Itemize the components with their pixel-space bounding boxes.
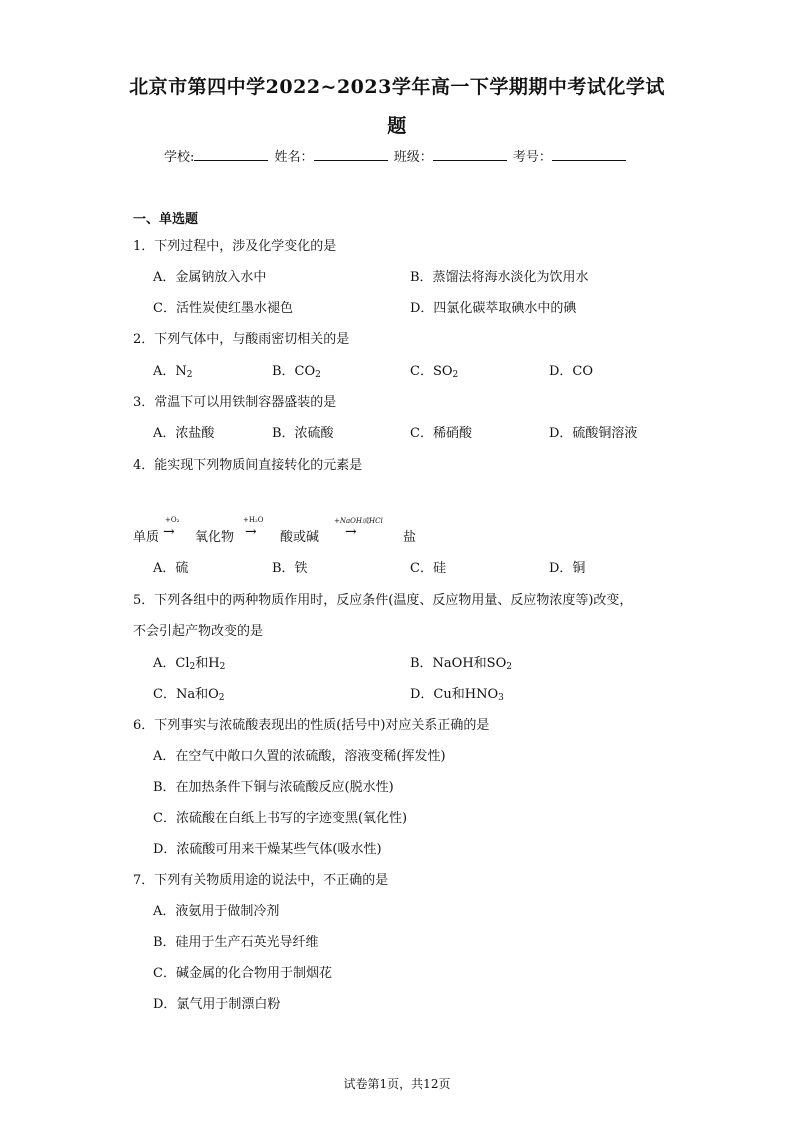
question-6-stem: 6．下列事实与浓硫酸表现出的性质(括号中)对应关系正确的是 [133, 718, 490, 733]
q7-option-b[interactable]: B．硅用于生产石英光导纤维 [153, 935, 319, 950]
scheme-condition-1: +O₂ [165, 516, 180, 524]
q1-option-a[interactable]: A．金属钠放入水中 [153, 270, 267, 285]
q7-option-c[interactable]: C．碱金属的化合物用于制烟花 [153, 966, 332, 981]
q6-option-b[interactable]: B．在加热条件下铜与浓硫酸反应(脱水性) [153, 780, 394, 795]
q7-option-a[interactable]: A．液氨用于做制冷剂 [153, 904, 280, 919]
q1-option-b[interactable]: B．蒸馏法将海水淡化为饮用水 [410, 270, 589, 285]
q3-option-a[interactable]: A．浓盐酸 [153, 426, 215, 441]
school-field[interactable] [194, 148, 268, 161]
class-field[interactable] [433, 148, 507, 161]
q4-option-a[interactable]: A．硫 [153, 561, 189, 576]
q1-option-c[interactable]: C．活性炭使红墨水褪色 [153, 301, 293, 316]
exam-title-line1: 北京市第四中学2022~2023学年高一下学期期中考试化学试 [129, 76, 665, 98]
q5-option-a[interactable]: A．$Cl_2$和$H_2$ [153, 656, 226, 672]
question-2-stem: 2．下列气体中，与酸雨密切相关的是 [133, 332, 350, 347]
question-5-stem-line1: 5．下列各组中的两种物质作用时，反应条件(温度、反应物用量、反应物浓度等)改变， [133, 593, 633, 608]
class-label: 班级： [393, 150, 433, 165]
conversion-scheme [133, 516, 533, 546]
exam-title-line2: 题 [387, 115, 407, 137]
q1-option-d[interactable]: D．四氯化碳萃取碘水中的碘 [410, 301, 577, 316]
scheme-arrow-icon: → [163, 524, 175, 540]
q5-option-b[interactable]: B．NaOH和$SO_2$ [410, 656, 512, 672]
page-footer: 试卷第1页，共12页 [343, 1077, 451, 1091]
q3-option-d[interactable]: D．硫酸铜溶液 [549, 426, 638, 441]
q5-option-d[interactable]: D．Cu和$HNO_3$ [410, 687, 504, 703]
name-label: 姓名： [274, 150, 314, 165]
q2-option-b[interactable]: B．$CO_2$ [272, 364, 321, 380]
q3-option-b[interactable]: B．浓硫酸 [272, 426, 334, 441]
q4-option-d[interactable]: D．铜 [549, 561, 586, 576]
q2-option-d[interactable]: D．CO [549, 364, 594, 379]
question-7-stem: 7．下列有关物质用途的说法中，不正确的是 [133, 873, 389, 888]
exam-number-label: 考号： [512, 150, 552, 165]
q4-option-c[interactable]: C．硅 [410, 561, 446, 576]
q2-option-c[interactable]: C．$SO_2$ [410, 364, 459, 380]
exam-number-field[interactable] [552, 148, 626, 161]
q4-option-b[interactable]: B．铁 [272, 561, 308, 576]
question-5-stem-line2: 不会引起产物改变的是 [133, 624, 264, 639]
scheme-acid-or-base: 酸或碱 [280, 530, 320, 545]
q7-option-d[interactable]: D．氯气用于制漂白粉 [153, 997, 281, 1012]
scheme-condition-2: +H₂O [243, 516, 264, 524]
q6-option-c[interactable]: C．浓硫酸在白纸上书写的字迹变黑(氧化性) [153, 811, 408, 826]
school-label: 学校: [164, 150, 195, 165]
q6-option-d[interactable]: D．浓硫酸可用来干燥某些气体(吸水性) [153, 842, 382, 857]
scheme-oxide: 氧化物 [195, 530, 235, 545]
name-field[interactable] [314, 148, 388, 161]
question-3-stem: 3．常温下可以用铁制容器盛装的是 [133, 395, 337, 410]
question-4-stem: 4．能实现下列物质间直接转化的元素是 [133, 458, 363, 473]
q2-option-a[interactable]: A．$N_2$ [153, 364, 193, 380]
scheme-arrow-icon: → [345, 524, 357, 540]
scheme-condition-3: +NaOH或HCl [334, 517, 383, 525]
section-heading: 一、单选题 [133, 212, 199, 227]
q6-option-a[interactable]: A．在空气中敞口久置的浓硫酸，溶液变稀(挥发性) [153, 749, 446, 764]
scheme-element: 单质 [133, 530, 160, 545]
question-1-stem: 1．下列过程中，涉及化学变化的是 [133, 239, 337, 254]
q5-option-c[interactable]: C．Na和$O_2$ [153, 687, 225, 703]
student-info-row [164, 146, 628, 165]
scheme-salt: 盐 [403, 530, 417, 545]
q3-option-c[interactable]: C．稀硝酸 [410, 426, 472, 441]
scheme-arrow-icon: → [245, 524, 257, 540]
